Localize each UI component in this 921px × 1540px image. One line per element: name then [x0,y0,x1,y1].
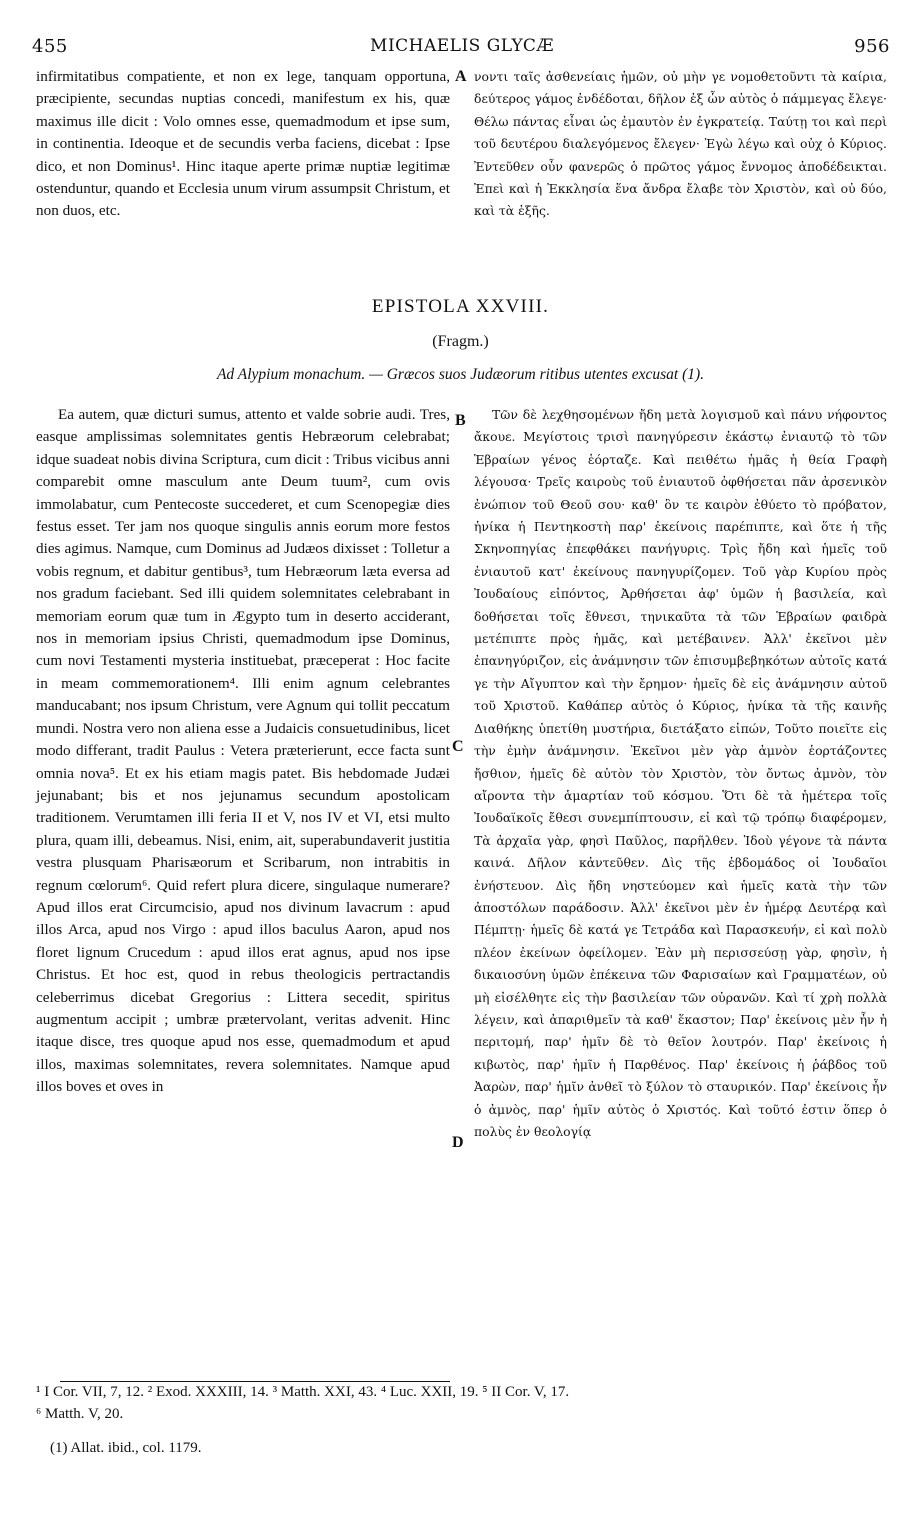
editor-note: (1) Allat. ibid., col. 1179. [50,1440,202,1456]
footnote-rule [60,1381,450,1382]
page-header [32,36,890,62]
epistle-title: EPISTOLA XXVIII. [371,296,550,317]
top-greek-column: νοντι ταῖς ἀσθενείαις ἡμῶν, οὐ μὴν γε νομοθετοῦντι τὰ καίρια, δεύτερος γάμος ἐνδέδοται, δῆλον ἐξ ὧν αὐτὸς ὁ πάμμεγας ἔλεγε· Θέλω πάντας εἶναι ὡς ἐμαυτὸν ἐν ἐγκρατείᾳ. Ταύτῃ τοι καὶ περὶ τοῦ δευτέρου διαλεγόμενος ἔλεγεν· Ἐγὼ λέγω καὶ οὐχ ὁ Κύριος. Ἐντεῦθεν οὖν φανερῶς ὁ πρῶτος γάμος ἔννομος ἀποδέδεικται. Ἐπεὶ καὶ ἡ Ἐκκλησία ἕνα ἄνδρα ἔλαβε τὸν Χριστὸν, καὶ οὐ δύο, καὶ τὰ ἑξῆς. [474,69,887,219]
margin-marker-c: C [452,738,464,755]
main-latin-column: Ea autem, quæ dicturi sumus, attento et valde sobrie audi. Tres, easque amplissimas solemnitates gentis Hebræorum celebrabat; idque suadeat nobis divina Scriptura, cum dicit : Tribus vicibus anni comparebit omne masculum ante Deum tuum², cum ovis immolabatur, cum Pentecoste succederet, et cum Scenopegiæ dies festus esset. Ter jam nos quoque singulis annis eorum more festos dies agimus. Namque, cum Dominus ad Judæos dixisset : Tolletur a vobis regnum, et dabitur gentibus³, tum Hebræorum læta eversa ad nos gradum faciebant. Sed illi quidem solemnitates celebrabant in memoriam eorum quæ tum in Ægypto tum in deserto acciderant, nos in memoriam ipsius Christi, quemadmodum ipse Dominus, cum novi Testamenti mysteria instituebat, præceperat : Hoc facite in meam commemorationem⁴. Illi enim agnum celebrantes manducabant; nos ipsum Christum, vere Agnum qui tollit peccatum mundi. Nostra vero non aliena esse a Judaicis consuetudinibus, licet modo differant, tradit Paulus : Vetera præterierunt, ecce facta sunt omnia nova⁵. Et ex his etiam magis patet. Bis hebdomade Judæi jejunabant; bis et nos jejunamus secundum apostolicam traditionem. Verumtamen illi feria II et V, nos IV et VI, etsi multo plura, quam illi, debeamus. Nisi, enim, ait, superabundaverit justitia vestra plusquam Pharisæorum et Scribarum, non intrabitis in regnum cœlorum⁶. Quid refert plura dicere, singulaque numerare? Apud illos erat Circumcisio, apud nos divinum lavacrum : apud illos Arca, apud nos Virgo : apud illos baculus Aaron, apud nos floret lignum Crucedum : apud illos erat agnus, apud nos ipse Christus. Et hoc est, quod in rebus theologicis pertractandis celeberrimus dicebat Gregorius : Littera secedit, spiritus augmentum accipit ; umbræ prætervolant, veritas advenit. Hinc itaque disce, tres quoque apud nos esse, quemadmodum et apud illos, maximas solemnitates, revera solemnitates. Namque apud illos boves et oves in [36,406,450,1096]
margin-marker-a: A [455,68,467,85]
footnotes-line-1: ¹ I Cor. VII, 7, 12. ² Exod. XXXIII, 14. ³ Matth. XXI, 43. ⁴ Luc. XXII, 19. ⁵ II Cor. V, 17. [36,1384,570,1400]
top-latin-column: infirmitatibus compatiente, et non ex lege, tanquam opportuna, præcipiente, secundas nuptias concedi, manifestum ex his, quæ maximus ille dicit : Volo omnes esse, quemadmodum et ipse sum, in continentia. Ideoque et de secundis verba faciens, dicebat : Ipse dico, et non Dominus¹. Hinc itaque aperte primæ nuptiæ legitimæ ostenduntur, quando et Ecclesia unum virum assumpsit Christum, et non duos, etc. [36,68,450,220]
running-title: MICHAELIS GLYCÆ [370,36,554,56]
left-page-number: 455 [32,36,68,57]
epistle-incipit: Ad Alypium monachum. — Græcos suos Judæorum ritibus utentes excusat (1). [216,366,705,383]
margin-marker-b: B [455,412,466,429]
margin-marker-d: D [452,1134,464,1151]
main-greek-column: Τῶν δὲ λεχθησομένων ἤδη μετὰ λογισμοῦ καὶ πάνυ νήφοντος ἄκουε. Μεγίστοις τρισὶ πανηγύρεσιν ἑκάστῳ ἐνιαυτῷ τὸ τῶν Ἑβραίων γένος ἑόρταζε. Καὶ πειθέτω ἡμᾶς ἡ θεία Γραφὴ λέγουσα· Τρεῖς καιροὺς τοῦ ἐνιαυτοῦ ὀφθήσεται πᾶν ἀρσενικὸν ἐνώπιον τοῦ Θεοῦ σου· καθ' ὃν τε καιρὸν ἐθύετο τὸ πρόβατον, ἡνίκα ἡ Πεντηκοστὴ παρ' ἐκείνοις παρέπιπτε, καὶ ὅτε ἡ τῆς Σκηνοπηγίας ἐπεφθάκει πανήγυρις. Τρὶς ἤδη καὶ ἡμεῖς τοῦ ἐνιαυτοῦ κατ' ἐκείνους πανηγυρίζομεν. Τοῦ γὰρ Κυρίου πρὸς Ἰουδαίους εἰπόντος, Ἀρθήσεται ἀφ' ὑμῶν ἡ βασιλεία, καὶ δοθήσεται τοῖς ἔθνεσι, τηνικαῦτα τὰ τῶν Ἑβραίων φαιδρὰ μετέπιπτε πρὸς ἡμᾶς, καὶ μετέβαινεν. Ἀλλ' ἐκεῖνοι μὲν ἐπανηγύριζον, εἰς ἀνάμνησιν τῶν ἐπισυμβεβηκότων αὐτοῖς κατά γε τὴν Αἴγυπτον καὶ τὴν ἔρημον· ἡμεῖς δὲ εἰς ἀνάμνησιν αὐτοῦ τοῦ Χριστοῦ. Καθάπερ αὐτὸς ὁ Κύριος, ἡνίκα τὰ τῆς καινῆς Διαθήκης ὑπετίθη μυστήρια, διετάξατο εἰπών, Τοῦτο ποιεῖτε εἰς τὴν ἐμὴν ἀνάμνησιν. Ἐκεῖνοι μὲν γὰρ ἀμνὸν ἑορτάζοντες ἤσθιον, ἡμεῖς δὲ αὐτὸν τὸν Χριστὸν, τὸν ὄντως ἀμνὸν, τὸν αἴροντα τὴν ἁμαρτίαν τοῦ κόσμου. Ὅτι δὲ τὰ ἡμέτερα τοῖς Ἰουδαϊκοῖς ἔθεσι συνεμπίπτουσιν, εἰ καὶ τῷ τρόπῳ διαφέρομεν, Τὰ ἀρχαῖα γὰρ, φησὶ Παῦλος, παρῆλθεν. Ἰδοὺ γέγονε τὰ πάντα καινά. Δῆλον κἀντεῦθεν. Δὶς τῆς ἑβδομάδος οἱ Ἰουδαῖοι ἐνήστευον. Δὶς ἤδη νηστεύομεν καὶ ἡμεῖς κατὰ τὴν τῶν ἀποστόλων παράδοσιν. Ἀλλ' ἐκεῖνοι μὲν ἐν ἡμέρᾳ Δευτέρᾳ καὶ Πέμπτῃ· ἡμεῖς δὲ κατά γε Τετράδα καὶ Παρασκευήν, εἰ καὶ πολὺ πλέον ἐκείνων ὀφείλομεν. Ἐὰν μὴ περισσεύσῃ γὰρ, φησὶν, ἡ δικαιοσύνη ὑμῶν ἐπέκεινα τῶν Φαρισαίων καὶ Γραμματέων, οὐ μὴ εἰσέλθητε εἰς τὴν βασιλείαν τῶν οὐρανῶν. Καὶ τί χρὴ πολλὰ λέγειν, καὶ ἀπαριθμεῖν τὰ καθ' ἕκαστον; Παρ' ἐκείνοις μὲν ἦν ἡ περιτομή, παρ' ἡμῖν δὲ τὸ θεῖον λουτρόν. Παρ' ἐκείνοις ἡ κιβωτὸς, παρ' ἡμῖν ἡ Παρθένος. Παρ' ἐκείνοις ἡ ῥάβδος τοῦ Ἀαρὼν, παρ' ἡμῖν ἀνθεῖ τὸ ξύλον τὸ σταυρικόν. Παρ' ἐκείνοις ἦν ὁ ἀμνὸς, παρ' ἡμῖν αὐτὸς ὁ Χριστός. Καὶ τοῦτό ἐστιν ὅπερ ὁ πολὺς ἐν θεολογίᾳ [474,407,887,1139]
epistle-subtitle: (Fragm.) [432,333,489,350]
right-page-number: 956 [854,36,890,57]
footnotes-line-2: ⁶ Matth. V, 20. [36,1406,124,1422]
